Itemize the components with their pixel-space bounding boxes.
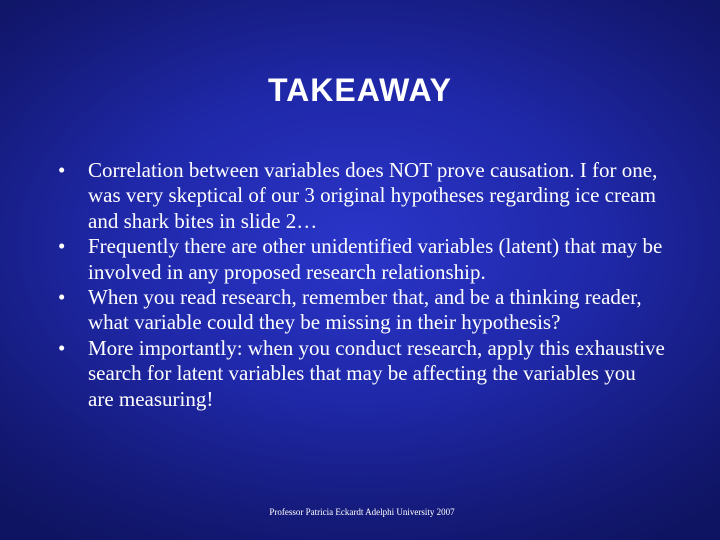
slide-title: TAKEAWAY [267, 72, 453, 108]
bullet-text: When you read research, remember that, and be a thinking reader, what variable could they be missing in their hypothesis? [88, 285, 642, 335]
bullet-item [56, 336, 666, 412]
bullet-item [56, 158, 666, 234]
bullet-item [56, 234, 666, 285]
bullet-text: Correlation between variables does NOT prove causation. I for one, was very skeptical of our 3 original hypotheses regarding ice cream and shark bites in slide 2… [88, 158, 658, 233]
footer-text: Professor Patricia Eckardt Adelphi University 2007 [269, 507, 455, 517]
bullet-icon: • [58, 285, 66, 310]
bullet-text: Frequently there are other unidentified variables (latent) that may be involved in any proposed research relationship. [88, 234, 663, 284]
bullet-item [56, 285, 666, 336]
bullet-icon: • [58, 234, 66, 259]
bullet-list [56, 158, 666, 412]
bullet-icon: • [58, 335, 66, 360]
bullet-text: More importantly: when you conduct research, apply this exhaustive search for latent variables that may be affecting the variables you are measuring! [88, 335, 665, 411]
slide-footer [0, 507, 720, 517]
bullet-icon: • [58, 158, 66, 182]
